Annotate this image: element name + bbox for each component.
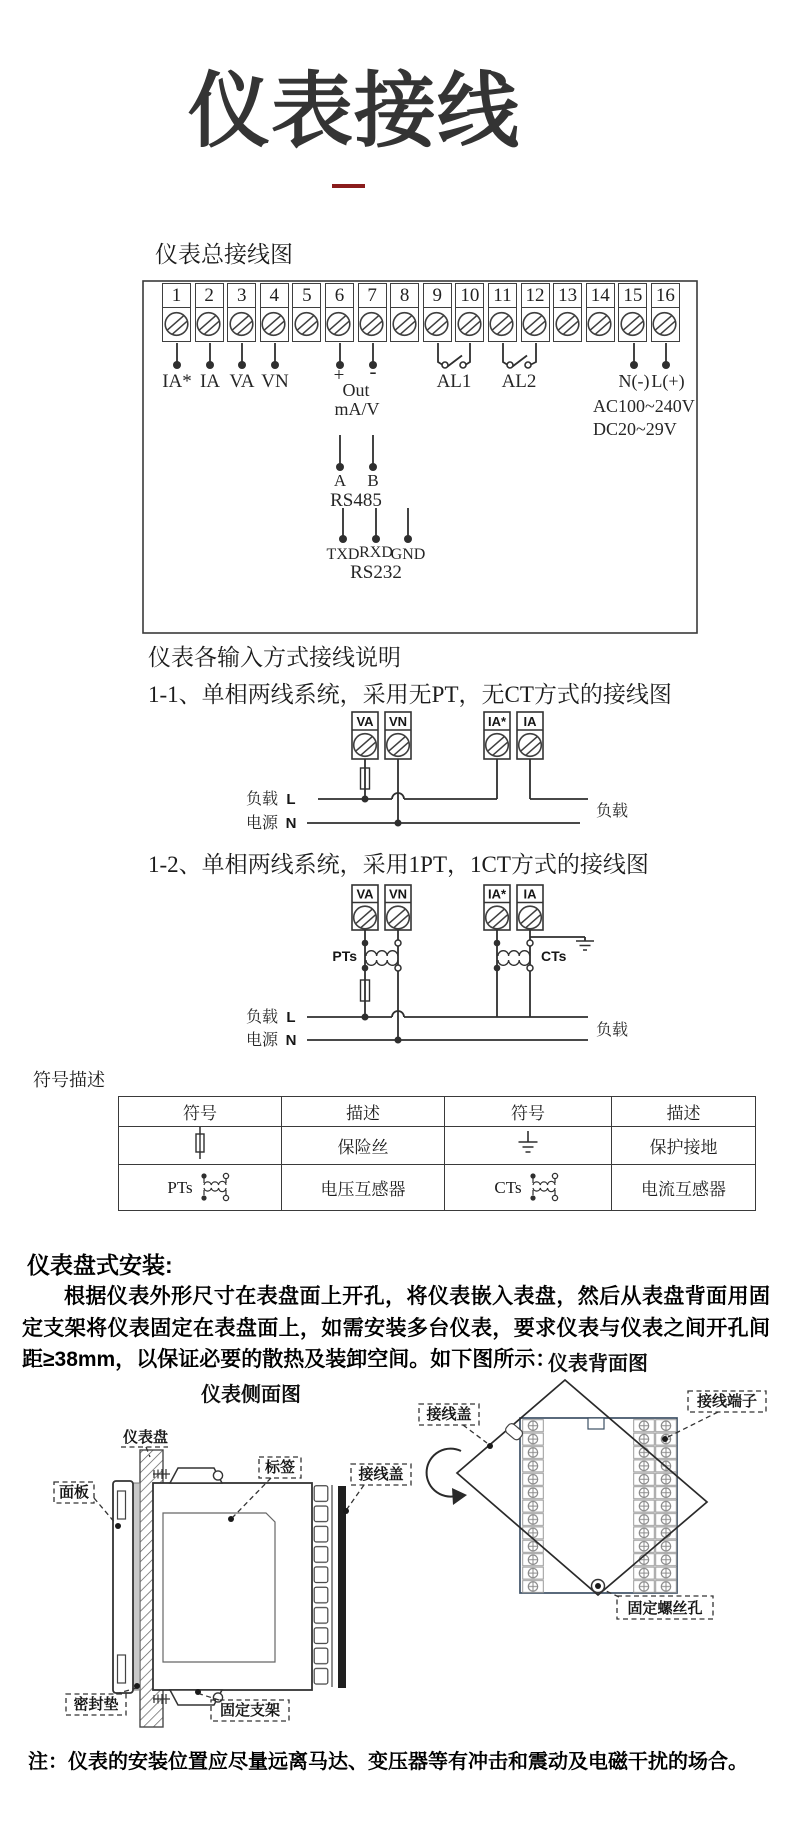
label-dc-range: DC20~29V [593, 419, 677, 439]
screw-icon [456, 309, 484, 340]
back-view-title: 仪表背面图 [548, 1353, 648, 1375]
label-rxd: RXD [359, 544, 393, 561]
d2-load-left: 负载 [245, 1009, 279, 1026]
d1-source: 电源 [245, 815, 279, 832]
wire-labels [162, 359, 695, 583]
screw-icon [423, 309, 451, 340]
label-wiring-cover-side: 接线盖 [358, 1466, 404, 1483]
terminal-cell [162, 283, 191, 342]
symbol-table-heading: 符号描述 [33, 1070, 105, 1090]
terminal-number: 1 [163, 284, 190, 308]
terminal-cell [488, 283, 517, 342]
screw-icon [163, 309, 191, 340]
terminal-number: 14 [587, 284, 614, 308]
front-bezel [113, 1481, 133, 1693]
pt-coil-icon [366, 951, 398, 966]
pt-desc: 电压互感器 [282, 1165, 445, 1211]
terminal-strip [162, 283, 680, 342]
table-header-row [119, 1097, 756, 1127]
label-gasket: 密封垫 [73, 1696, 119, 1713]
d2-ct-label: CTs [541, 948, 567, 964]
table-row [119, 1127, 756, 1165]
terminal-number: 8 [391, 284, 418, 308]
earth-desc: 保护接地 [612, 1127, 756, 1165]
ct-coil-icon [498, 951, 530, 966]
d1-label-va: VA [356, 714, 374, 729]
terminal-number: 7 [359, 284, 386, 308]
d1-dots [362, 796, 402, 827]
label-out: Out [342, 380, 370, 400]
label-out-unit: mA/V [334, 399, 380, 419]
label-power-n: N(-) [618, 371, 650, 391]
diagram1-title: 1-1、单相两线系统，采用无PT，无CT方式的接线图 [148, 682, 672, 707]
label-ia-star: IA* [162, 371, 192, 392]
terminal-cell [586, 283, 615, 342]
terminal-cell [455, 283, 484, 342]
label-sticker: 标签 [264, 1459, 296, 1476]
symbol-table [118, 1096, 756, 1211]
terminal-number: 16 [652, 284, 679, 308]
col-desc-1: 描述 [282, 1097, 445, 1127]
d2-dots [362, 940, 501, 1044]
label-al1: AL1 [436, 371, 472, 392]
label-power-l: L(+) [651, 371, 685, 391]
label-rs232: RS232 [350, 562, 402, 583]
page-title: 仪表接线 [187, 66, 521, 157]
terminal-number: 3 [228, 284, 255, 308]
label-wiring-cover-back: 接线盖 [426, 1406, 472, 1423]
screw-icon [228, 309, 256, 340]
terminal-number: 2 [196, 284, 223, 308]
screw-icon [651, 309, 679, 340]
screw-icon [521, 309, 549, 340]
d1-wires [307, 759, 588, 823]
terminal-cell [618, 283, 647, 342]
label-rs485-b: B [367, 471, 379, 490]
terminal-cell [195, 283, 224, 342]
screw-icon [554, 309, 582, 340]
label-terminal-block: 接线端子 [696, 1393, 758, 1410]
d2-pt-label: PTs [332, 948, 357, 964]
d1-line-l: L [286, 791, 296, 808]
terminal-number: 4 [261, 284, 288, 308]
label-bracket: 固定支架 [219, 1702, 281, 1719]
footer-note: 注：仪表的安装位置应尽量远离马达、变压器等有冲击和震动及电磁干扰的场合。 [28, 1751, 748, 1773]
d2-line-n: N [285, 1032, 297, 1049]
terminal-number: 9 [424, 284, 451, 308]
d2-label-ia: IA [523, 886, 537, 902]
label-al2: AL2 [501, 371, 537, 392]
label-front-panel: 面板 [58, 1484, 90, 1501]
earth-icon [515, 1129, 541, 1157]
label-ia: IA [199, 371, 221, 392]
d2-label-vn: VN [388, 886, 408, 902]
d2-label-ia-star: IA* [487, 886, 507, 902]
install-heading: 仪表盘式安装: [27, 1252, 173, 1278]
mounting-diagrams [20, 1345, 780, 1753]
label-rs485: RS485 [330, 490, 382, 511]
screw-icon [293, 309, 321, 340]
d1-terminal-boxes [352, 712, 543, 759]
terminal-cell [651, 283, 680, 342]
d1-label-ia: IA [523, 714, 537, 729]
earth-symbol-cell [445, 1127, 612, 1165]
screw-icon [488, 309, 516, 340]
terminal-number: 5 [293, 284, 320, 308]
terminal-cell [227, 283, 256, 342]
screw-icon [195, 309, 223, 340]
label-va: VA [229, 371, 255, 392]
label-vn: VN [261, 371, 289, 392]
terminal-cell [292, 283, 321, 342]
ct-symbol-label: CTs [494, 1177, 522, 1197]
fuse-icon [193, 1127, 207, 1159]
screw-icon [391, 309, 419, 340]
d1-label-ia-star: IA* [487, 714, 507, 729]
title-divider [332, 184, 365, 188]
label-out-plus: + [333, 365, 345, 386]
d2-terminal-boxes [352, 885, 543, 930]
d2-load-right: 负载 [595, 1022, 629, 1039]
d2-source: 电源 [245, 1032, 279, 1049]
diagram-1-2 [200, 880, 660, 1058]
col-desc-2: 描述 [612, 1097, 756, 1127]
terminal-cover-bar [338, 1486, 346, 1688]
d2-label-va: VA [356, 886, 374, 902]
install-paragraph: 根据仪表外形尺寸在表盘面上开孔，将仪表嵌入表盘，然后从表盘背面用固定支架将仪表固定在表盘面上，如需安装多台仪表，要求仪表与仪表之间开孔间距≥38mm，以保证必要的散热及装卸空间。如下图所示： [22, 1285, 770, 1371]
d2-wires [307, 930, 594, 1040]
d1-load-left: 负载 [245, 791, 279, 808]
rotate-arrowhead [452, 1488, 467, 1505]
overview-heading: 仪表总接线图 [155, 242, 293, 267]
earth-icon [576, 941, 594, 950]
terminal-cell [521, 283, 550, 342]
terminal-number: 10 [456, 284, 483, 308]
terminal-slots [314, 1485, 329, 1688]
meter-body [153, 1483, 312, 1690]
terminal-number: 12 [522, 284, 549, 308]
d2-line-l: L [286, 1009, 296, 1026]
diagram2-title: 1-2、单相两线系统，采用1PT，1CT方式的接线图 [148, 852, 649, 877]
ct-desc: 电流互感器 [612, 1165, 756, 1211]
left-terminal-screws [522, 1419, 544, 1593]
pt-symbol-label: PTs [167, 1177, 193, 1197]
terminal-cell [325, 283, 354, 342]
label-txd: TXD [326, 546, 360, 563]
terminal-number: 6 [326, 284, 353, 308]
transformer-icon [197, 1171, 233, 1205]
side-view-title: 仪表侧面图 [201, 1384, 301, 1406]
label-screw-hole: 固定螺丝孔 [627, 1600, 703, 1617]
table-row [119, 1165, 756, 1211]
d1-load-right: 负载 [595, 803, 629, 820]
label-panel-board: 仪表盘 [123, 1429, 169, 1446]
screw-icon [325, 309, 353, 340]
screw-icon [358, 309, 386, 340]
terminal-cell [390, 283, 419, 342]
terminal-number: 15 [619, 284, 646, 308]
col-symbol-1: 符号 [119, 1097, 282, 1127]
fuse-desc: 保险丝 [282, 1127, 445, 1165]
screw-icon [260, 309, 288, 340]
d2-open-dots [395, 940, 533, 971]
screw-icon [586, 309, 614, 340]
label-ac-range: AC100~240V [593, 396, 695, 416]
terminal-number: 13 [554, 284, 581, 308]
pt-symbol-cell [119, 1165, 282, 1211]
screw-icon [619, 309, 647, 340]
col-symbol-2: 符号 [445, 1097, 612, 1127]
label-out-minus: - [369, 359, 377, 383]
diagram-1-1 [200, 706, 660, 846]
gasket-strip [133, 1483, 140, 1690]
rotate-arrow-icon [427, 1449, 461, 1497]
d1-label-vn: VN [388, 714, 408, 729]
label-rs485-a: A [333, 471, 347, 490]
input-modes-heading: 仪表各输入方式接线说明 [148, 645, 401, 670]
fixing-screw-center [595, 1583, 601, 1589]
fuse-symbol-cell [119, 1127, 282, 1165]
terminal-cell [553, 283, 582, 342]
terminal-cell [260, 283, 289, 342]
terminal-cell [358, 283, 387, 342]
terminal-cell [423, 283, 452, 342]
transformer-icon [526, 1171, 562, 1205]
terminal-number: 11 [489, 284, 516, 308]
ct-symbol-cell [445, 1165, 612, 1211]
back-notch [588, 1418, 604, 1429]
d1-line-n: N [285, 815, 297, 832]
label-gnd: GND [390, 546, 426, 563]
